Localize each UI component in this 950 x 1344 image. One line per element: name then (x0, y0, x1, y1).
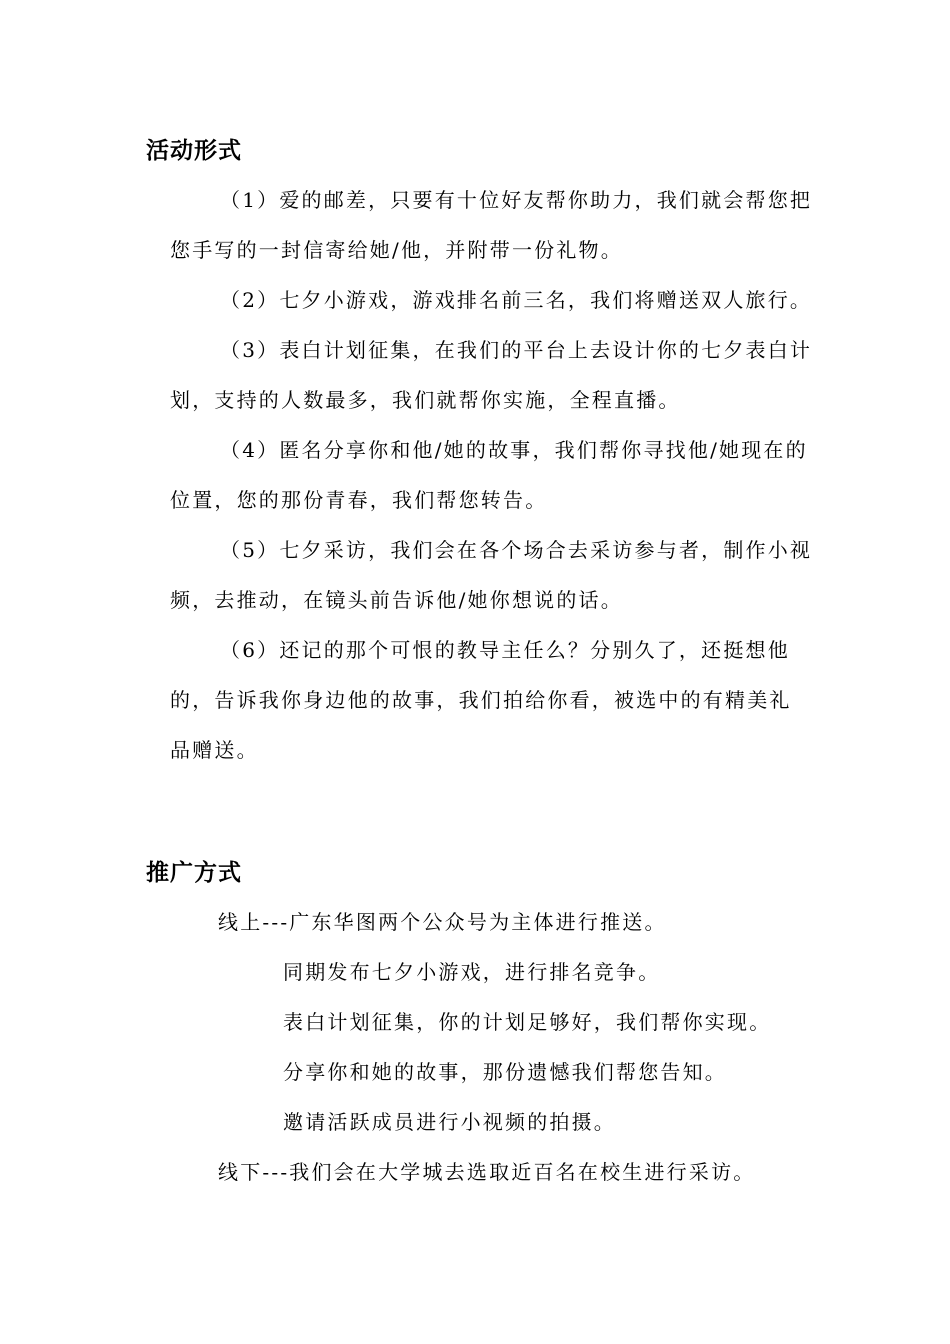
activity-item-5-line-2: 频，去推动，在镜头前告诉他/她你想说的话。 (170, 588, 623, 612)
activity-section-title: 活动形式 (146, 138, 242, 164)
promotion-online-detail-3: 分享你和她的故事，那份遗憾我们帮您告知。 (283, 1060, 727, 1084)
promotion-offline-label: 线下---我们会在大学城去选取近百名在校生进行采访。 (218, 1160, 756, 1184)
promotion-section-title: 推广方式 (146, 860, 242, 886)
promotion-online-detail-1: 同期发布七夕小游戏，进行排名竞争。 (283, 960, 661, 984)
activity-item-6-line-1: （6）还记的那个可恨的教导主任么？分别久了，还挺想他 (220, 638, 790, 662)
activity-item-1-line-2: 您手写的一封信寄给她/他，并附带一份礼物。 (170, 238, 623, 262)
promotion-online-label: 线上---广东华图两个公众号为主体进行推送。 (218, 910, 667, 934)
promotion-online-detail-2: 表白计划征集，你的计划足够好，我们帮你实现。 (283, 1010, 772, 1034)
activity-item-4-line-2: 位置，您的那份青春，我们帮您转告。 (170, 488, 548, 512)
activity-item-2-line-1: （2）七夕小游戏，游戏排名前三名，我们将赠送双人旅行。 (220, 288, 813, 312)
promotion-online-detail-4: 邀请活跃成员进行小视频的拍摄。 (283, 1110, 616, 1134)
activity-item-6-line-3: 品赠送。 (170, 738, 259, 762)
activity-item-1-line-1: （1）爱的邮差，只要有十位好友帮你助力，我们就会帮您把 (220, 188, 813, 212)
activity-item-6-line-2: 的，告诉我你身边他的故事，我们拍给你看，被选中的有精美礼 (170, 688, 792, 712)
activity-item-3-line-2: 划，支持的人数最多，我们就帮你实施，全程直播。 (170, 388, 681, 412)
activity-item-3-line-1: （3）表白计划征集，在我们的平台上去设计你的七夕表白计 (220, 338, 813, 362)
activity-item-4-line-1: （4）匿名分享你和他/她的故事，我们帮你寻找他/她现在的 (220, 438, 808, 462)
activity-item-5-line-1: （5）七夕采访，我们会在各个场合去采访参与者，制作小视 (220, 538, 813, 562)
